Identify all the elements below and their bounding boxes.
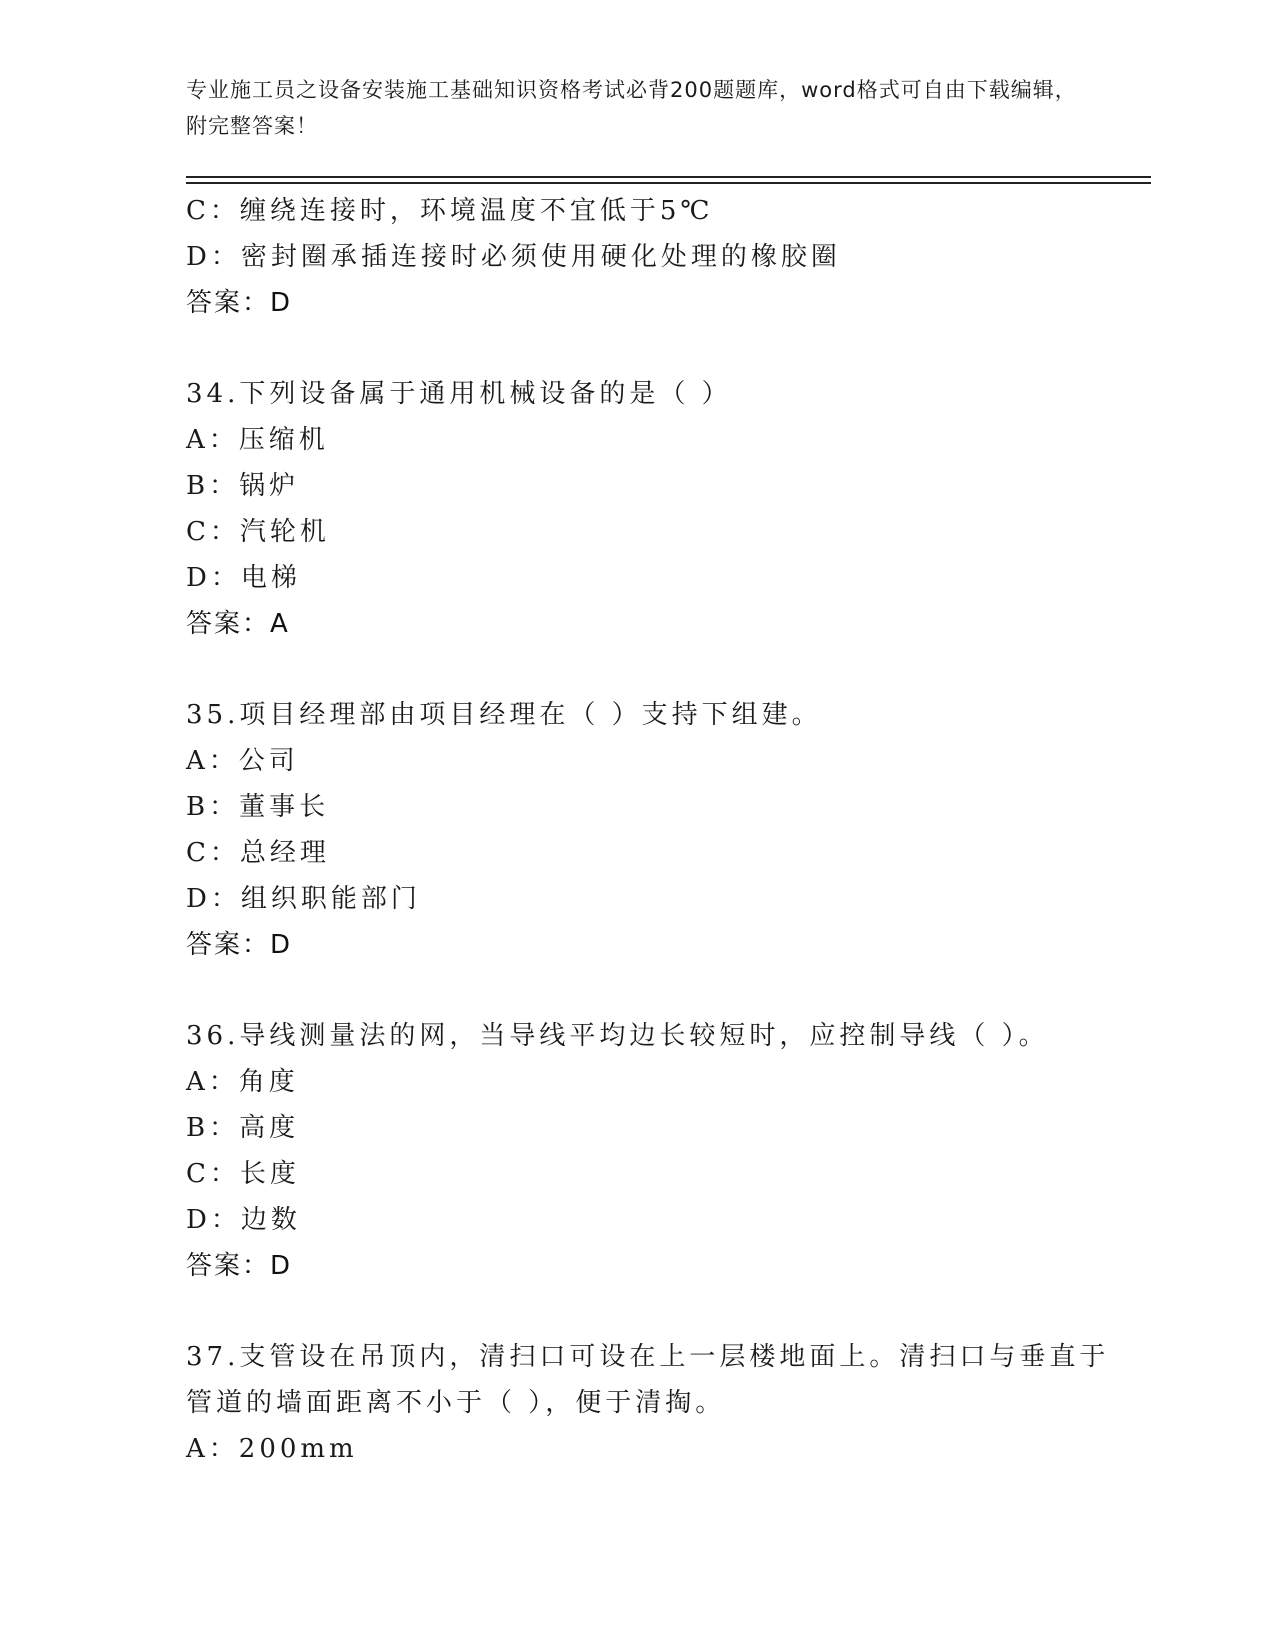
question-block-36 — [186, 1013, 1086, 1289]
question-stem: 34.下列设备属于通用机械设备的是（ ） — [186, 379, 732, 409]
option-b: B：高度 — [186, 1113, 300, 1143]
answer-line: 答案：D — [186, 1251, 293, 1281]
question-stem-line-1: 37.支管设在吊顶内，清扫口可设在上一层楼地面上。清扫口与垂直于 — [186, 1342, 1110, 1372]
option-d: D：密封圈承插连接时必须使用硬化处理的橡胶圈 — [186, 242, 841, 272]
option-d: D：电梯 — [186, 563, 301, 593]
option-b: B：锅炉 — [186, 471, 300, 501]
header-divider-bottom — [186, 182, 1151, 184]
question-list — [186, 188, 1110, 1472]
document-header: 专业施工员之设备安装施工基础知识资格考试必背200题题库，word格式可自由下载编辑，附完整答案！ — [186, 78, 1077, 138]
header-divider-top — [186, 176, 1151, 178]
option-a: A：公司 — [186, 746, 299, 776]
option-c: C：汽轮机 — [186, 517, 330, 547]
option-c: C：总经理 — [186, 838, 330, 868]
question-block-34 — [186, 371, 1086, 647]
answer-line: 答案：D — [186, 288, 293, 318]
option-b: B：董事长 — [186, 792, 330, 822]
question-stem: 36.导线测量法的网，当导线平均边长较短时，应控制导线（ ）。 — [186, 1021, 1049, 1051]
option-a: A：200mm — [186, 1434, 358, 1464]
answer-line: 答案：A — [186, 609, 290, 639]
question-block-35 — [186, 692, 1086, 968]
option-d: D：边数 — [186, 1205, 301, 1235]
question-stem-line-2: 管道的墙面距离不小于（ ），便于清掏。 — [186, 1388, 726, 1418]
answer-line: 答案：D — [186, 930, 293, 960]
question-stem: 35.项目经理部由项目经理在（ ）支持下组建。 — [186, 700, 822, 730]
option-c: C：缠绕连接时，环境温度不宜低于5℃ — [186, 196, 714, 226]
option-d: D：组织职能部门 — [186, 884, 421, 914]
option-a: A：压缩机 — [186, 425, 329, 455]
question-block-continued — [186, 188, 1086, 326]
question-block-37 — [186, 1334, 1110, 1472]
option-c: C：长度 — [186, 1159, 300, 1189]
option-a: A：角度 — [186, 1067, 299, 1097]
